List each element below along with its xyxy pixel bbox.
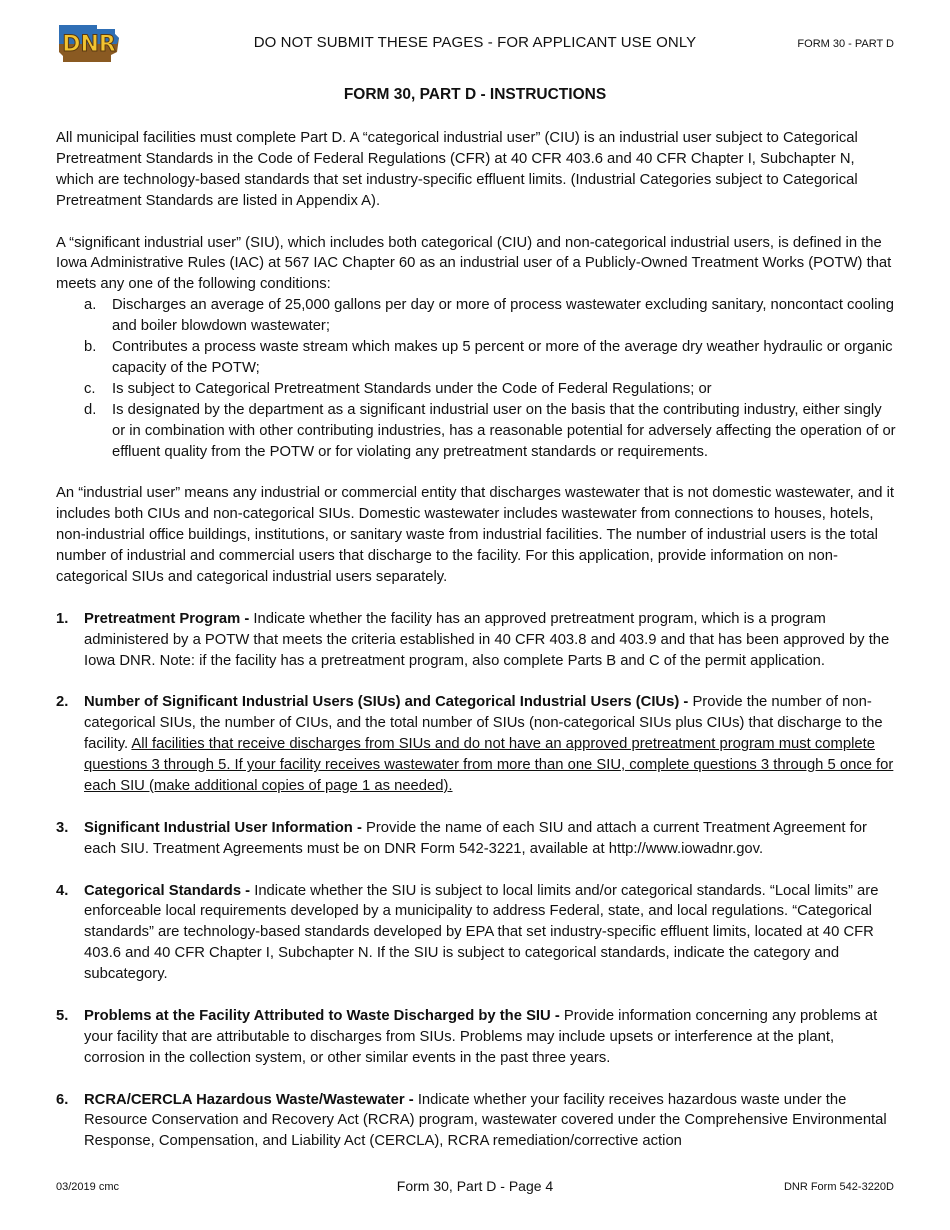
instruction-item-3 (56, 818, 896, 860)
item-text: Provide the name of each SIU and attach a current Treatment Agreement for each SIU. Treatment Agreements must be on DNR Form 542-3221, available at http://www.iowadnr.gov. (84, 819, 867, 857)
item-text: Indicate whether the facility has an approved pretreatment program, which is a program administered by a POTW that meets the criteria established in 40 CFR 403.8 and 403.9 and that has been approved by the Iowa DNR. Note: if the facility has a pretreatment program, also complete Parts B and C of the permit application. (84, 610, 890, 669)
instructions-body (56, 128, 896, 1173)
item-underlined-text: All facilities that receive discharges from SIUs and do not have an approved pretreatment program must complete questions 3 through 5. If your facility receives wastewater from more than one SIU, complete questions 3 through 5 once for each SIU (make additional copies of page 1 as needed). (84, 736, 894, 795)
condition-text: Is subject to Categorical Pretreatment Standards under the Code of Federal Regulations; or (112, 380, 712, 397)
footer-page-number: Form 30, Part D - Page 4 (396, 1178, 554, 1194)
item-text: Provide information concerning any problems at your facility that are attributable to discharges from SIUs. Problems may include upsets or interference at the plant, corrosion in the collection system, or other similar events in the past three years. (84, 1007, 878, 1066)
intro-paragraph-ciu: All municipal facilities must complete Part D. A “categorical industrial user” (CIU) is an industrial user subject to Categorical Pretreatment Standards in the Code of Federal Regulations (CFR) at 40 CFR 403.6 and 40 CFR Chapter I, Subchapter N, which are technology-based standards that set industry-specific effluent limits. (Industrial Categories subject to Categorical Pretreatment Standards are listed in Appendix A). (56, 130, 858, 209)
item-title: RCRA/CERCLA Hazardous Waste/Wastewater - (84, 1091, 414, 1108)
item-text: Indicate whether your facility receives hazardous waste under the Resource Conservation and Recovery Act (RCRA) program, wastewater covered under the Comprehensive Environmental Response, Compensation, and Liability Act (CERCLA), RCRA remediation/corrective action (84, 1091, 887, 1150)
item-title: Number of Significant Industrial Users (SIUs) and Categorical Industrial Users (CIUs) - (84, 694, 689, 711)
item-title: Pretreatment Program - (84, 610, 250, 627)
instruction-item-1 (56, 609, 896, 672)
condition-item (56, 400, 896, 463)
instruction-items (56, 609, 896, 1152)
condition-marker: d. (84, 401, 97, 418)
instruction-item-2 (56, 692, 896, 797)
item-number: 1. (56, 610, 69, 627)
condition-item (56, 295, 896, 337)
intro-paragraph-industrial-user: An “industrial user” means any industrial or commercial entity that discharges wastewater that is not domestic wastewater, and it includes both CIUs and non-categorical SIUs. Domestic wastewater includes wastewater from connections to houses, hotels, non-industrial office buildings, institutions, or sanitary waste from industrial facilities. The number of industrial users is the total number of industrial and commercial users that discharge to the facility. For this application, provide information on non-categorical SIUs and categorical industrial users separately. (56, 485, 895, 585)
condition-marker: c. (84, 380, 96, 397)
item-number: 6. (56, 1091, 69, 1108)
page-title: FORM 30, PART D - INSTRUCTIONS (343, 86, 607, 103)
svg-text:DNR: DNR (62, 32, 116, 57)
footer-revision: 03/2019 cmc (56, 1181, 119, 1193)
footer-form-number: DNR Form 542-3220D (783, 1181, 894, 1193)
intro-paragraph-siu: A “significant industrial user” (SIU), which includes both categorical (CIU) and non-categorical industrial users, is defined in the Iowa Administrative Rules (IAC) at 567 IAC Chapter 60 as an industrial user of a Publicly-Owned Treatment Works (POTW) that meets any one of the following conditions: (56, 234, 892, 293)
instruction-item-6 (56, 1090, 896, 1153)
item-title: Problems at the Facility Attributed to Waste Discharged by the SIU - (84, 1007, 560, 1024)
item-number: 3. (56, 819, 69, 836)
instruction-item-4 (56, 881, 896, 986)
condition-marker: b. (84, 339, 97, 356)
condition-item (56, 337, 896, 379)
condition-text: Contributes a process waste stream which makes up 5 percent or more of the average dry weather hydraulic or organic capacity of the POTW; (112, 339, 893, 376)
item-number: 4. (56, 882, 69, 899)
siu-conditions-list (56, 295, 896, 462)
item-number: 5. (56, 1007, 69, 1024)
header-notice: DO NOT SUBMIT THESE PAGES - FOR APPLICANT USE ONLY (253, 34, 697, 51)
condition-item (56, 379, 896, 400)
instruction-item-5 (56, 1006, 896, 1069)
item-number: 2. (56, 694, 69, 711)
item-title: Significant Industrial User Information - (84, 819, 362, 836)
item-text: Indicate whether the SIU is subject to local limits and/or categorical standards. “Local limits” are enforceable local requirements developed by a municipality to address Federal, state, and local regulations. “Categorical standards” are technology-based standards developed by EPA that set industry-specific effluent limits, located at 40 CFR 403.6 and 40 CFR Chapter I, Subchapter N. If the SIU is subject to categorical standards, indicate the category and subcategory. (84, 882, 879, 983)
condition-text: Is designated by the department as a significant industrial user on the basis that the contributing industry, either singly or in combination with other contributing industries, has a reasonable potential for adversely affecting the operation of or effluent quality from the POTW or for violating any pretreatment standards or requirements. (112, 401, 896, 460)
condition-marker: a. (84, 297, 97, 314)
header-form-id: FORM 30 - PART D (797, 38, 894, 50)
condition-text: Discharges an average of 25,000 gallons per day or more of process wastewater excluding sanitary, noncontact cooling and boiler blowdown wastewater; (112, 297, 894, 335)
item-title: Categorical Standards - (84, 882, 251, 899)
item-text: Provide the number of non-categorical SIUs, the number of CIUs, and the total number of SIUs (non-categorical SIUs plus CIUs) that discharge to the facility. (84, 694, 883, 753)
